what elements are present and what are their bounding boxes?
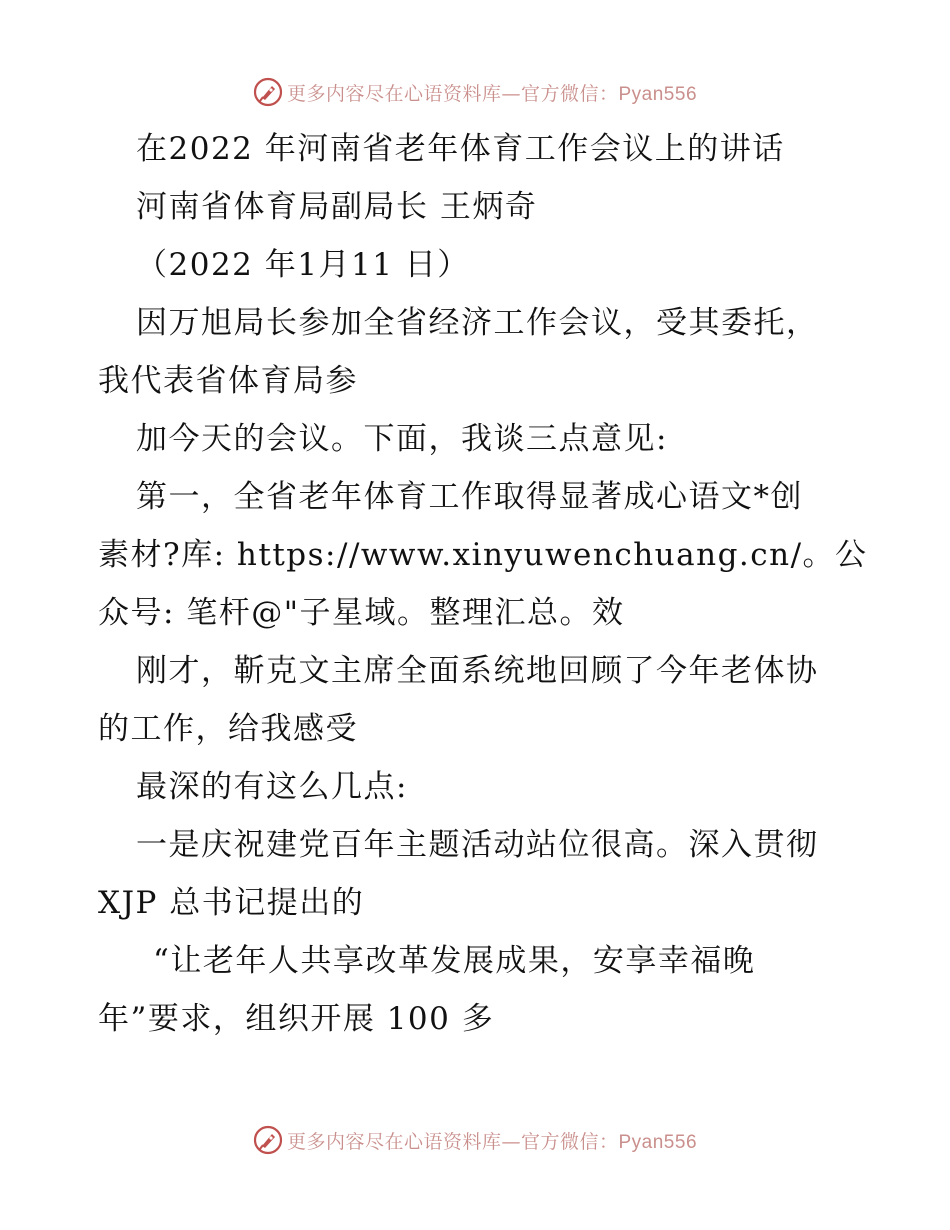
date-line: （2022 年1月11 日）	[136, 247, 470, 283]
watermark-text	[287, 1127, 697, 1154]
watermark-header	[0, 72, 950, 112]
watermark-wechat-id: Pyan556	[618, 1131, 698, 1153]
paragraph-line: 素材?库: https://www.xinyuwenchuang.cn/。公	[98, 537, 868, 573]
paragraph-line: 我代表省体育局参	[98, 363, 358, 399]
paragraph-line: 的工作，给我感受	[98, 711, 358, 747]
paragraph-line: 加今天的会议。下面，我谈三点意见:	[136, 421, 668, 457]
speech-title: 在2022 年河南省老年体育工作会议上的讲话	[136, 131, 785, 167]
paragraph-line: 因万旭局长参加全省经济工作会议，受其委托，	[136, 305, 819, 341]
watermark-text	[287, 79, 697, 106]
pen-nib-seal-icon	[253, 1125, 283, 1155]
pen-nib-seal-icon	[253, 77, 283, 107]
paragraph-line: 最深的有这么几点:	[136, 769, 408, 805]
paragraph-line: 众号: 笔杆@"子星域。整理汇总。效	[98, 595, 625, 631]
paragraph-line: 一是庆祝建党百年主题活动站位很高。深入贯彻	[136, 827, 819, 863]
section-heading-line: 第一，全省老年体育工作取得显著成心语文*创	[136, 479, 803, 515]
paragraph-line: 年”要求，组织开展 100 多	[98, 1001, 495, 1037]
paragraph-line: 刚才，靳克文主席全面系统地回顾了今年老体协	[136, 653, 819, 689]
paragraph-line: “让老年人共享改革发展成果，安享幸福晚	[153, 943, 756, 979]
watermark-text-cn: 更多内容尽在心语资料库—官方微信：	[286, 82, 619, 105]
watermark-text-cn: 更多内容尽在心语资料库—官方微信：	[286, 1130, 619, 1153]
paragraph-line: XJP 总书记提出的	[98, 885, 365, 921]
speaker-line: 河南省体育局副局长 王炳奇	[136, 189, 538, 225]
document-body	[98, 120, 868, 1048]
watermark-footer	[0, 1120, 950, 1160]
watermark-wechat-id: Pyan556	[618, 83, 698, 105]
